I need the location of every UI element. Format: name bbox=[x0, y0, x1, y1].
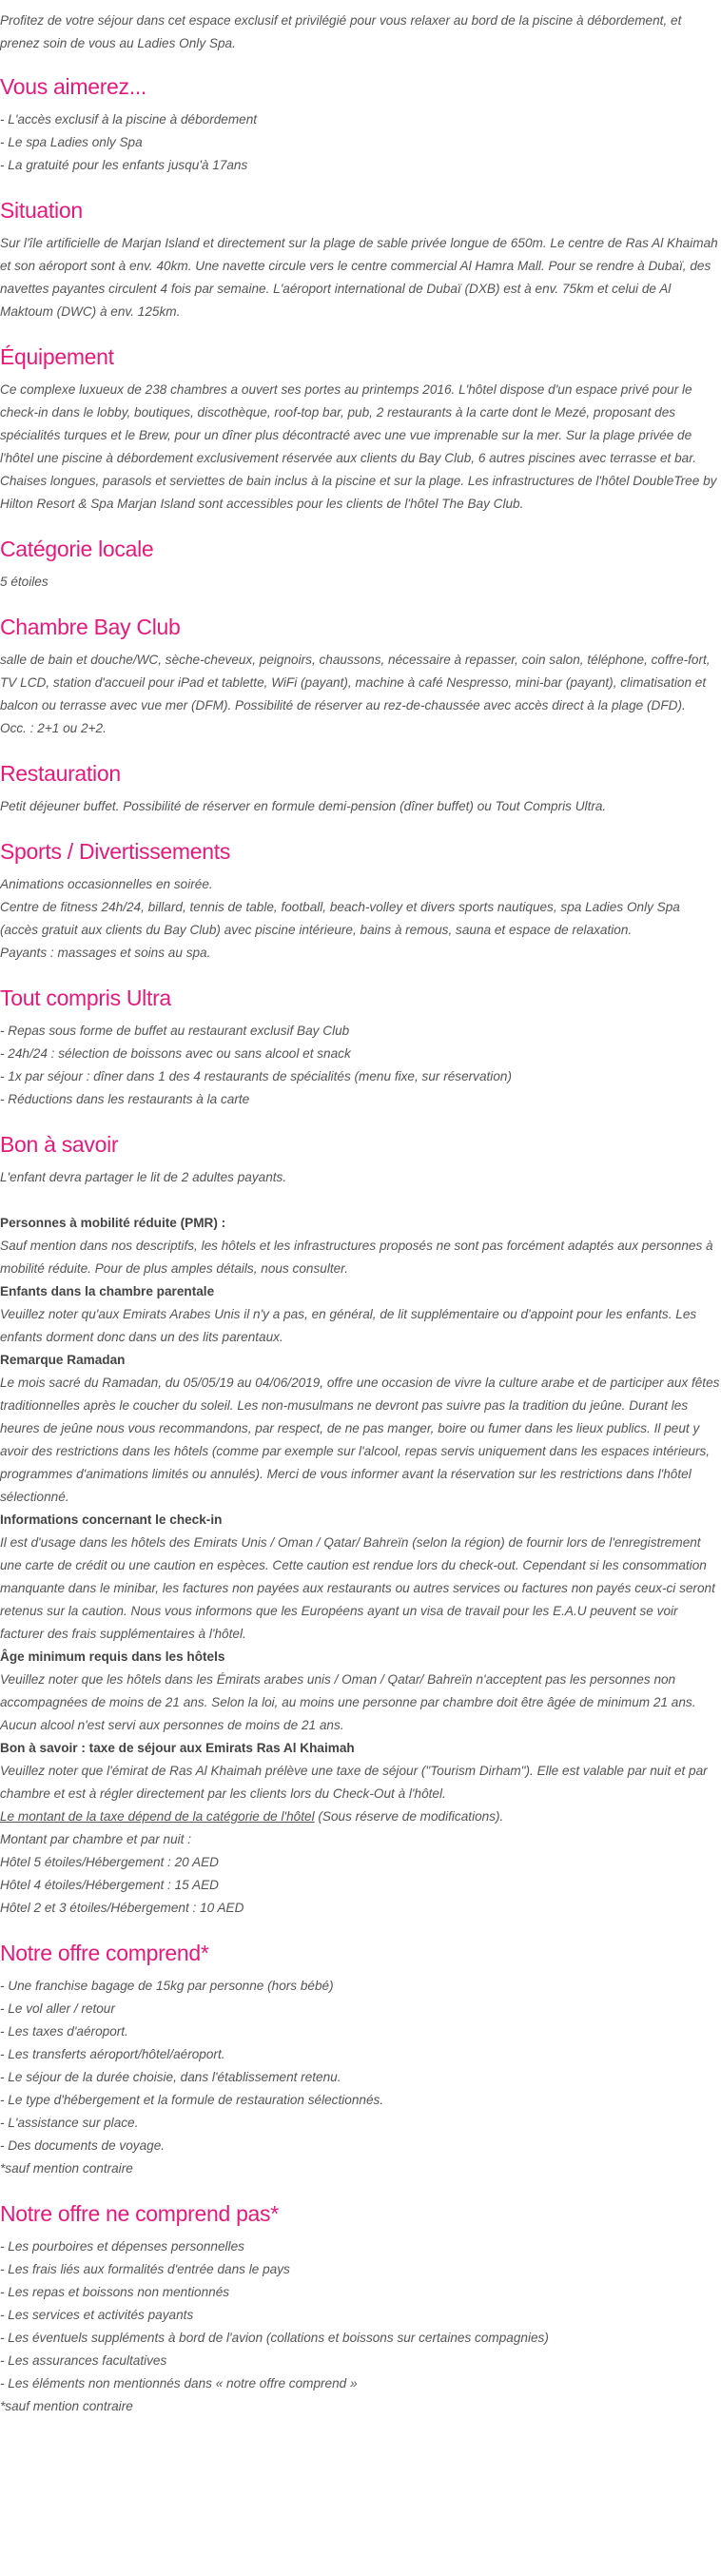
section-title-categorie: Catégorie locale bbox=[0, 537, 154, 561]
enfant-text: L'enfant devra partager le lit de 2 adultes payants. bbox=[0, 1170, 287, 1184]
taxe-text: Veuillez noter que l'émirat de Ras Al Khaimah prélève une taxe de séjour ("Tourism Dirham"). Elle est valable par nuit et par chambre et est à régler directement par les clients lors du Check-Out à l'hôtel. bbox=[0, 1764, 708, 1801]
sports-line: Payants : massages et soins au spa. bbox=[0, 946, 211, 960]
section-title-restauration: Restauration bbox=[0, 761, 121, 786]
taxe-reserve: (Sous réserve de modifications). bbox=[314, 1809, 504, 1824]
section-title-vous-aimerez: Vous aimerez... bbox=[0, 74, 147, 99]
list-item: - Des documents de voyage. bbox=[0, 2138, 166, 2153]
ramadan-text: Le mois sacré du Ramadan, du 05/05/19 au 04/06/2019, offre une occasion de vivre la culture arabe et de participer aux fêtes traditionnelles après le coucher du soleil. Les non-musulmans ne devront pas suivre pas la tradition du jeûne. Durant les heures de jeûne nous vous recommandons, par respect, de ne pas manger, boire ou fumer dans les lieux publics. Il peut y avoir des restrictions dans les hôtels (comme par exemple sur l'alcool, repas servis uniquement dans les espaces intérieurs, programmes d'animations limités ou annulés). Merci de vous informer avant la réservation sur les restrictions dans l'hôtel sélectionné. bbox=[0, 1376, 720, 1504]
age-text: Veuillez noter que les hôtels dans les Émirats arabes unis / Oman / Qatar/ Bahreïn n'acceptent pas les personnes non accompagnées de moins de 21 ans. Selon la loi, au moins une personne par chambre doit être âgée de minimum 21 ans. Aucun alcool n'est servi aux personnes de moins de 21 ans. bbox=[0, 1672, 696, 1732]
list-item: - Les transferts aéroport/hôtel/aéroport. bbox=[0, 2047, 225, 2061]
enfants-text: Veuillez noter qu'aux Emirats Arabes Unis il n'y a pas, en général, de lit supplémentaire ou d'appoint pour les enfants. Les enfants dorment donc dans un des lits parentaux. bbox=[0, 1307, 697, 1344]
taxe-underline: Le montant de la taxe dépend de la catégorie de l'hôtel bbox=[0, 1809, 315, 1824]
list-item: - Le séjour de la durée choisie, dans l'établissement retenu. bbox=[0, 2070, 341, 2084]
list-item: - La gratuité pour les enfants jusqu'à 17ans bbox=[0, 158, 248, 172]
list-item: - 1x par séjour : dîner dans 1 des 4 restaurants de spécialités (menu fixe, sur réservation) bbox=[0, 1069, 512, 1083]
list-item: - Les pourboires et dépenses personnelles bbox=[0, 2239, 244, 2254]
categorie-text: 5 étoiles bbox=[0, 575, 49, 589]
list-item: - Repas sous forme de buffet au restaurant exclusif Bay Club bbox=[0, 1024, 350, 1038]
section-title-offre-comprend: Notre offre comprend* bbox=[0, 1941, 209, 1965]
list-item: - Les taxes d'aéroport. bbox=[0, 2024, 128, 2039]
equipement-text: Ce complexe luxueux de 238 chambres a ouvert ses portes au printemps 2016. L'hôtel dispose d'un espace privé pour le check-in dans le lobby, boutiques, discothèque, roof-top bar, pub, 2 restaurants à la carte dont le Mezé, proposant des spécialités turques et le Brew, pour un dîner plus décontracté avec une vue imprenable sur la mer. Sur la plage privée de l'hôtel une piscine à débordement exclusivement réservée aux clients du Bay Club, 6 autres piscines avec terrasse et bar. Chaises longues, parasols et serviettes de bain inclus à la piscine et sur la plage. Les infrastructures de l'hôtel DoubleTree by Hilton Resort & Spa Marjan Island sont accessibles pour les clients de l'hôtel The Bay Club. bbox=[0, 382, 717, 511]
spacer bbox=[0, 1189, 721, 1212]
section-title-sports: Sports / Divertissements bbox=[0, 839, 231, 864]
section-restauration bbox=[0, 759, 721, 818]
footnote: *sauf mention contraire bbox=[0, 2399, 133, 2413]
list-item: - Les assurances facultatives bbox=[0, 2353, 167, 2368]
section-title-tout-compris: Tout compris Ultra bbox=[0, 986, 171, 1010]
situation-text: Sur l'île artificielle de Marjan Island et directement sur la plage de sable privée longue de 650m. Le centre de Ras Al Khaimah et son aéroport sont à env. 40km. Une navette circule vers le centre commercial Al Hamra Mall. Pour se rendre à Dubaï, des navettes payantes circulent 4 fois par semaine. L'aéroport international de Dubaï (DXB) est à env. 75km et celui de Al Maktoum (DWC) à env. 125km. bbox=[0, 236, 718, 319]
sports-line: Animations occasionnelles en soirée. bbox=[0, 877, 213, 891]
intro-text: Profitez de votre séjour dans cet espace exclusif et privilégié pour vous relaxer au bord de la piscine à débordement, et prenez soin de vous au Ladies Only Spa. bbox=[0, 13, 682, 50]
montant-line: Montant par chambre et par nuit : bbox=[0, 1832, 191, 1846]
pmr-heading: Personnes à mobilité réduite (PMR) : bbox=[0, 1216, 226, 1230]
list-item: - Une franchise bagage de 15kg par personne (hors bébé) bbox=[0, 1979, 334, 1993]
section-title-bon-a-savoir: Bon à savoir bbox=[0, 1132, 119, 1157]
section-title-chambre: Chambre Bay Club bbox=[0, 615, 181, 639]
chambre-text: salle de bain et douche/WC, sèche-cheveux, peignoirs, chaussons, nécessaire à repasser, coin salon, téléphone, coffre-fort, TV LCD, station d'accueil pour iPad et tablette, WiFi (payant), machine à café Nespresso, mini-bar (payant), climatisation et balcon ou terrasse avec vue mer (DFM). Possibilité de réserver au rez-de-chaussée avec accès direct à la plage (DFD). bbox=[0, 653, 711, 712]
section-situation bbox=[0, 196, 721, 323]
taxe-montant-note bbox=[0, 1805, 721, 1828]
section-bon-a-savoir bbox=[0, 1130, 721, 1920]
list-item: - L'assistance sur place. bbox=[0, 2116, 139, 2130]
list-item: - Le vol aller / retour bbox=[0, 2001, 115, 2016]
sports-line: Centre de fitness 24h/24, billard, tennis de table, football, beach-volley et divers sports nautiques, spa Ladies Only Spa (accès gratuit aux clients du Bay Club) avec piscine intérieure, bains à remous, sauna et espace de relaxation. bbox=[0, 900, 680, 937]
section-equipement bbox=[0, 342, 721, 516]
section-title-equipement: Équipement bbox=[0, 344, 114, 369]
enfants-heading: Enfants dans la chambre parentale bbox=[0, 1284, 215, 1298]
list-item: - L'accès exclusif à la piscine à débordement bbox=[0, 112, 258, 127]
age-heading: Âge minimum requis dans les hôtels bbox=[0, 1649, 225, 1664]
footnote: *sauf mention contraire bbox=[0, 2161, 133, 2176]
pmr-text: Sauf mention dans nos descriptifs, les hôtels et les infrastructures proposés ne sont pas forcément adaptés aux personnes à mobilité réduite. Pour de plus amples détails, nous consulter. bbox=[0, 1239, 713, 1276]
ramadan-heading: Remarque Ramadan bbox=[0, 1353, 126, 1367]
section-tout-compris bbox=[0, 984, 721, 1111]
checkin-heading: Informations concernant le check-in bbox=[0, 1512, 223, 1527]
section-categorie bbox=[0, 535, 721, 594]
section-chambre bbox=[0, 613, 721, 740]
checkin-text: Il est d'usage dans les hôtels des Emirats Unis / Oman / Qatar/ Bahreïn (selon la région) de fournir lors de l'enregistrement une carte de crédit ou une caution en espèces. Cette caution est rendue lors du check-out. Cependant si les consommation manquante dans le minibar, les factures non payées aux restaurants ou autres services ou factures non payés ceux-ci seront retenus sur la caution. Nous vous informons que les Européens ayant un visa de travail pour les E.A.U peuvent se voir facturer des frais supplémentaires à l'hôtel. bbox=[0, 1535, 715, 1641]
section-vous-aimerez bbox=[0, 72, 721, 177]
section-sports bbox=[0, 837, 721, 965]
montant-line: Hôtel 4 étoiles/Hébergement : 15 AED bbox=[0, 1878, 219, 1892]
section-title-situation: Situation bbox=[0, 198, 83, 223]
list-item: - Le spa Ladies only Spa bbox=[0, 135, 143, 149]
list-item: - Les éventuels suppléments à bord de l'avion (collations et boissons sur certaines compagnies) bbox=[0, 2331, 549, 2345]
list-item: - Les frais liés aux formalités d'entrée dans le pays bbox=[0, 2262, 290, 2276]
taxe-heading: Bon à savoir : taxe de séjour aux Emirats Ras Al Khaimah bbox=[0, 1741, 355, 1755]
page bbox=[0, 10, 721, 2437]
list-item: - Le type d'hébergement et la formule de restauration sélectionnés. bbox=[0, 2093, 384, 2107]
montant-line: Hôtel 2 et 3 étoiles/Hébergement : 10 AED bbox=[0, 1901, 244, 1915]
list-item: - Les services et activités payants bbox=[0, 2308, 194, 2322]
section-offre-ne-comprend bbox=[0, 2199, 721, 2418]
montant-line: Hôtel 5 étoiles/Hébergement : 20 AED bbox=[0, 1855, 219, 1869]
section-offre-comprend bbox=[0, 1939, 721, 2180]
list-item: - Les repas et boissons non mentionnés bbox=[0, 2285, 230, 2299]
restauration-text: Petit déjeuner buffet. Possibilité de réserver en formule demi-pension (dîner buffet) ou Tout Compris Ultra. bbox=[0, 799, 607, 813]
list-item: - Réductions dans les restaurants à la carte bbox=[0, 1092, 250, 1106]
list-item: - Les éléments non mentionnés dans « notre offre comprend » bbox=[0, 2376, 358, 2391]
chambre-occupancy: Occ. : 2+1 ou 2+2. bbox=[0, 721, 107, 735]
list-item: - 24h/24 : sélection de boissons avec ou sans alcool et snack bbox=[0, 1046, 351, 1061]
section-title-offre-ne-comprend: Notre offre ne comprend pas* bbox=[0, 2201, 279, 2226]
